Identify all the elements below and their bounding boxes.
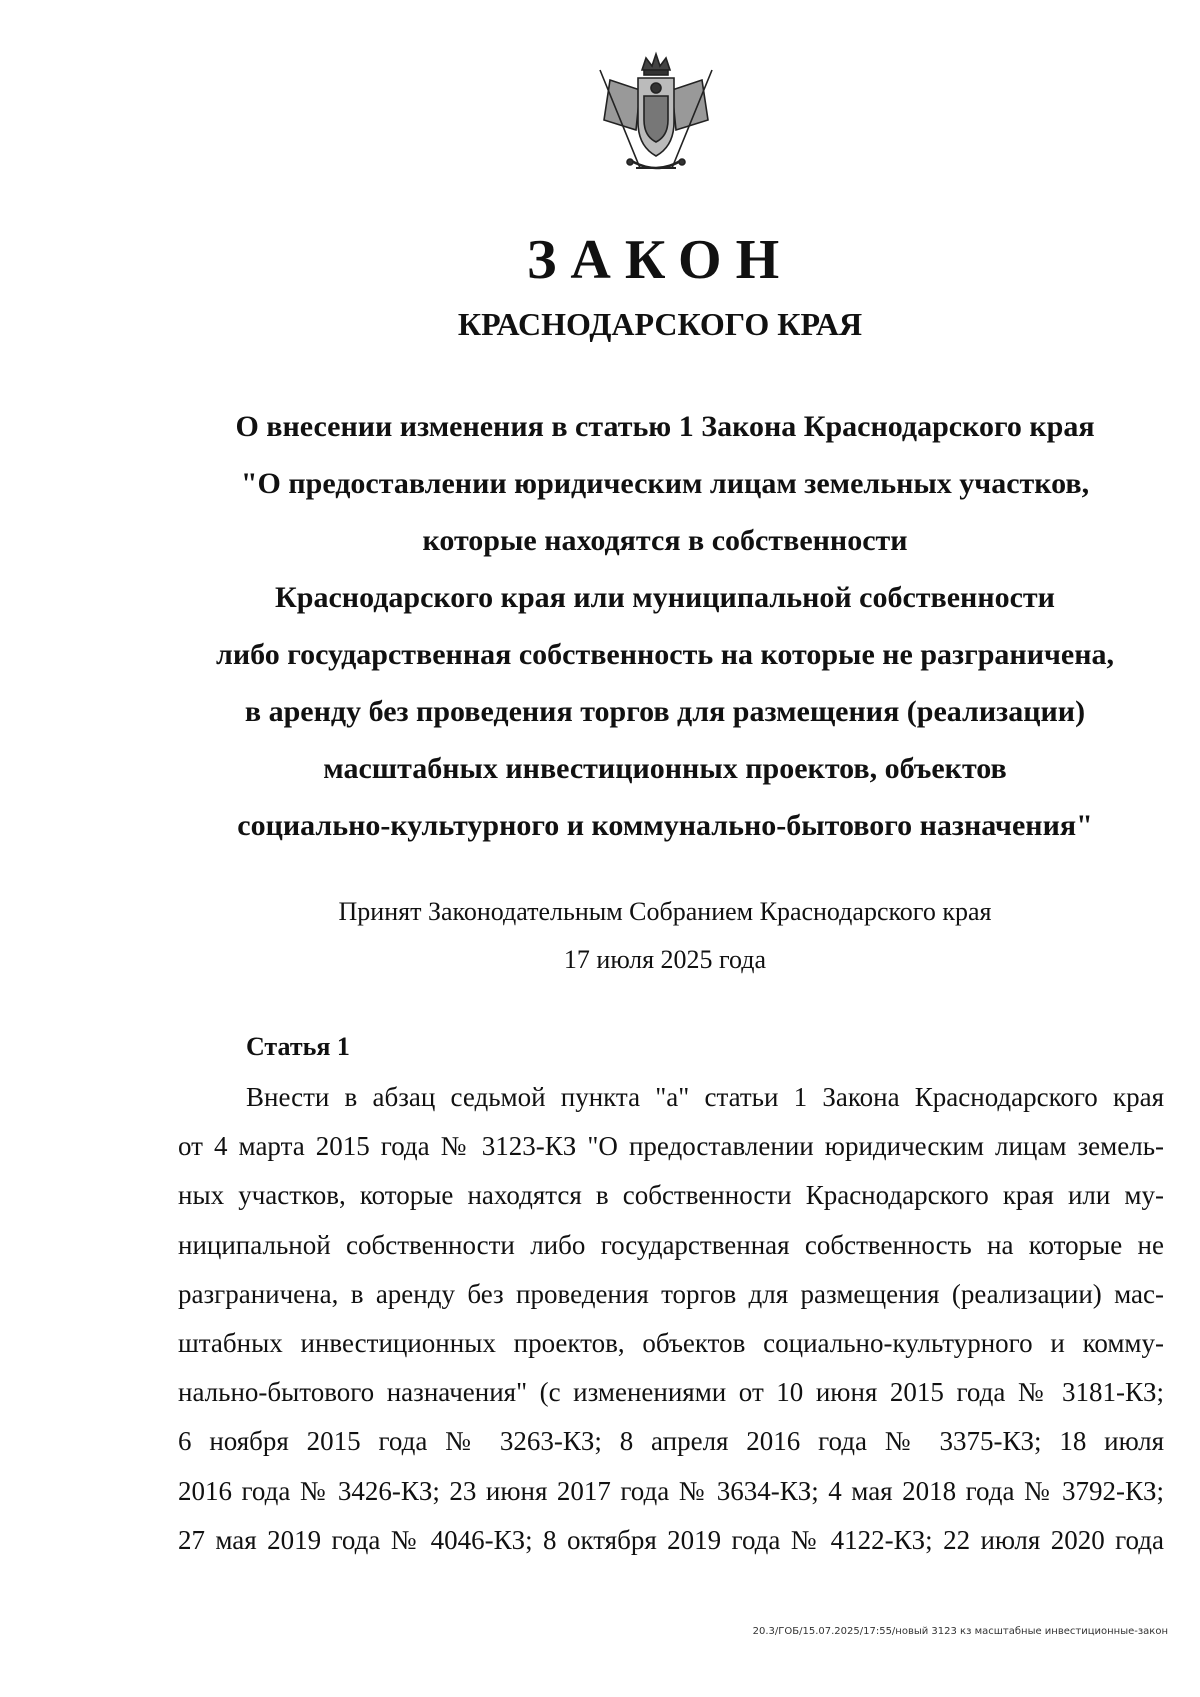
article-line: разграничена, в аренду без проведения торгов для размещения (реализации) мас- — [178, 1278, 1164, 1309]
issuing-region-heading: КРАСНОДАРСКОГО КРАЯ — [457, 306, 863, 342]
law-title-line: социально-культурного и коммунально-бытового назначения" — [237, 809, 1093, 842]
law-title — [160, 398, 1170, 854]
article-line: ных участков, которые находятся в собственности Краснодарского края или му- — [178, 1180, 1164, 1211]
law-title-line: Краснодарского края или муниципальной собственности — [275, 581, 1055, 614]
law-title-line: в аренду без проведения торгов для размещения (реализации) — [244, 695, 1086, 728]
law-title-line: которые находятся в собственности — [422, 524, 908, 557]
article-line: от 4 марта 2015 года № 3123-КЗ "О предоставлении юридическим лицам земель- — [178, 1131, 1164, 1162]
article-line: 6 ноября 2015 года № 3263-КЗ; 8 апреля 2016 года № 3375-КЗ; 18 июля — [178, 1426, 1164, 1457]
article-heading: Статья 1 — [246, 1032, 350, 1061]
law-title-line: О внесении изменения в статью 1 Закона Краснодарского края — [235, 410, 1095, 443]
article-body — [178, 1073, 1164, 1565]
article-line: ниципальной собственности либо государственная собственность на которые не — [178, 1229, 1164, 1260]
document-type-heading: ЗАКОН — [526, 229, 794, 291]
article-line: Внести в абзац седьмой пункта "а" статьи 1 Закона Краснодарского края — [246, 1082, 1164, 1112]
article-line: 2016 года № 3426-КЗ; 23 июня 2017 года № 3634-КЗ; 4 мая 2018 года № 3792-КЗ; — [178, 1475, 1164, 1506]
article-line: 27 мая 2019 года № 4046-КЗ; 8 октября 2019 года № 4122-КЗ; 22 июля 2020 года — [178, 1524, 1164, 1555]
article-line: штабных инвестиционных проектов, объектов социально-культурного и комму- — [178, 1328, 1164, 1359]
law-title-line: масштабных инвестиционных проектов, объектов — [323, 752, 1007, 785]
law-title-line: "О предоставлении юридическим лицам земельных участков, — [240, 467, 1090, 500]
coat-of-arms-icon — [590, 50, 722, 182]
adoption-body: Принят Законодательным Собранием Краснодарского края — [338, 897, 992, 926]
adoption-info — [160, 888, 1170, 984]
law-title-line: либо государственная собственность на которые не разграничена, — [215, 638, 1114, 671]
document-footer-code: 20.3/ГОБ/15.07.2025/17:55/новый 3123 кз масштабные инвестиционные-закон — [752, 1626, 1168, 1637]
adoption-date: 17 июля 2025 года — [563, 945, 767, 974]
article-line: нально-бытового назначения" (с изменениями от 10 июня 2015 года № 3181-КЗ; — [178, 1377, 1164, 1408]
